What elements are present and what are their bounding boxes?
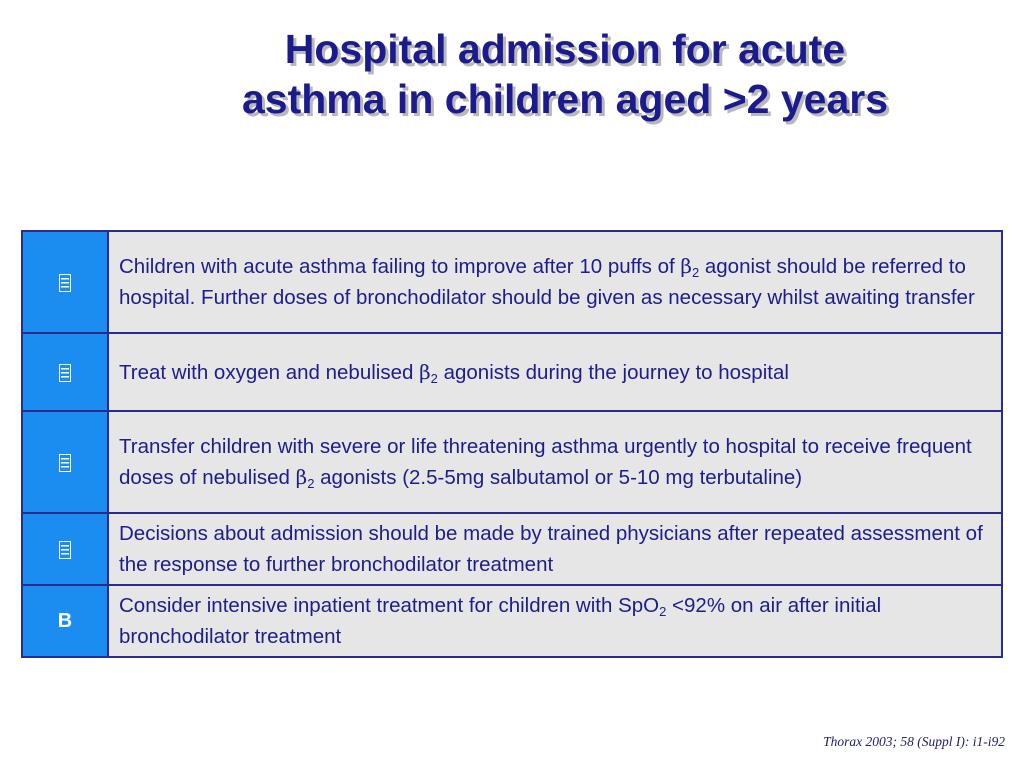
recommendation-text: Decisions about admission should be made by trained physicians after repeated assessment of the response to further bronchodilator treatment — [108, 513, 1002, 585]
table-row — [22, 411, 1002, 513]
table-row — [22, 231, 1002, 333]
grade-cell — [22, 411, 108, 513]
recommendation-text: Transfer children with severe or life threatening asthma urgently to hospital to receive frequent doses of nebulised $\beta_2$ agonists (2.5-5mg salbutamol or 5-10 mg terbutaline) — [108, 411, 1002, 513]
grade-cell — [22, 513, 108, 585]
grade-letter: B — [57, 610, 73, 632]
good-practice-point-icon — [59, 274, 71, 292]
citation: Thorax 2003; 58 (Suppl I): i1-i92 — [823, 734, 1005, 749]
title-line-2: asthma in children aged >2 years — [241, 76, 889, 122]
grade-cell — [22, 585, 108, 657]
recommendation-text: Consider intensive inpatient treatment for children with SpO$_2$ <92% on air after initial bronchodilator treatment — [108, 585, 1002, 657]
recommendation-text: Children with acute asthma failing to improve after 10 puffs of $\beta_2$ agonist should be referred to hospital. Further doses of bronchodilator should be given as necessary whilst awaiting transfer — [108, 231, 1002, 333]
good-practice-point-icon — [59, 454, 71, 472]
recommendation-text: Treat with oxygen and nebulised $\beta_2$ agonists during the journey to hospital — [108, 333, 1002, 411]
good-practice-point-icon — [59, 541, 71, 559]
grade-cell — [22, 231, 108, 333]
table-row — [22, 333, 1002, 411]
grade-cell — [22, 333, 108, 411]
table-row — [22, 585, 1002, 657]
title-line-1: Hospital admission for acute — [284, 26, 846, 72]
slide-title — [110, 24, 1020, 124]
table-row — [22, 513, 1002, 585]
good-practice-point-icon — [59, 364, 71, 382]
recommendations-table — [21, 230, 1003, 658]
